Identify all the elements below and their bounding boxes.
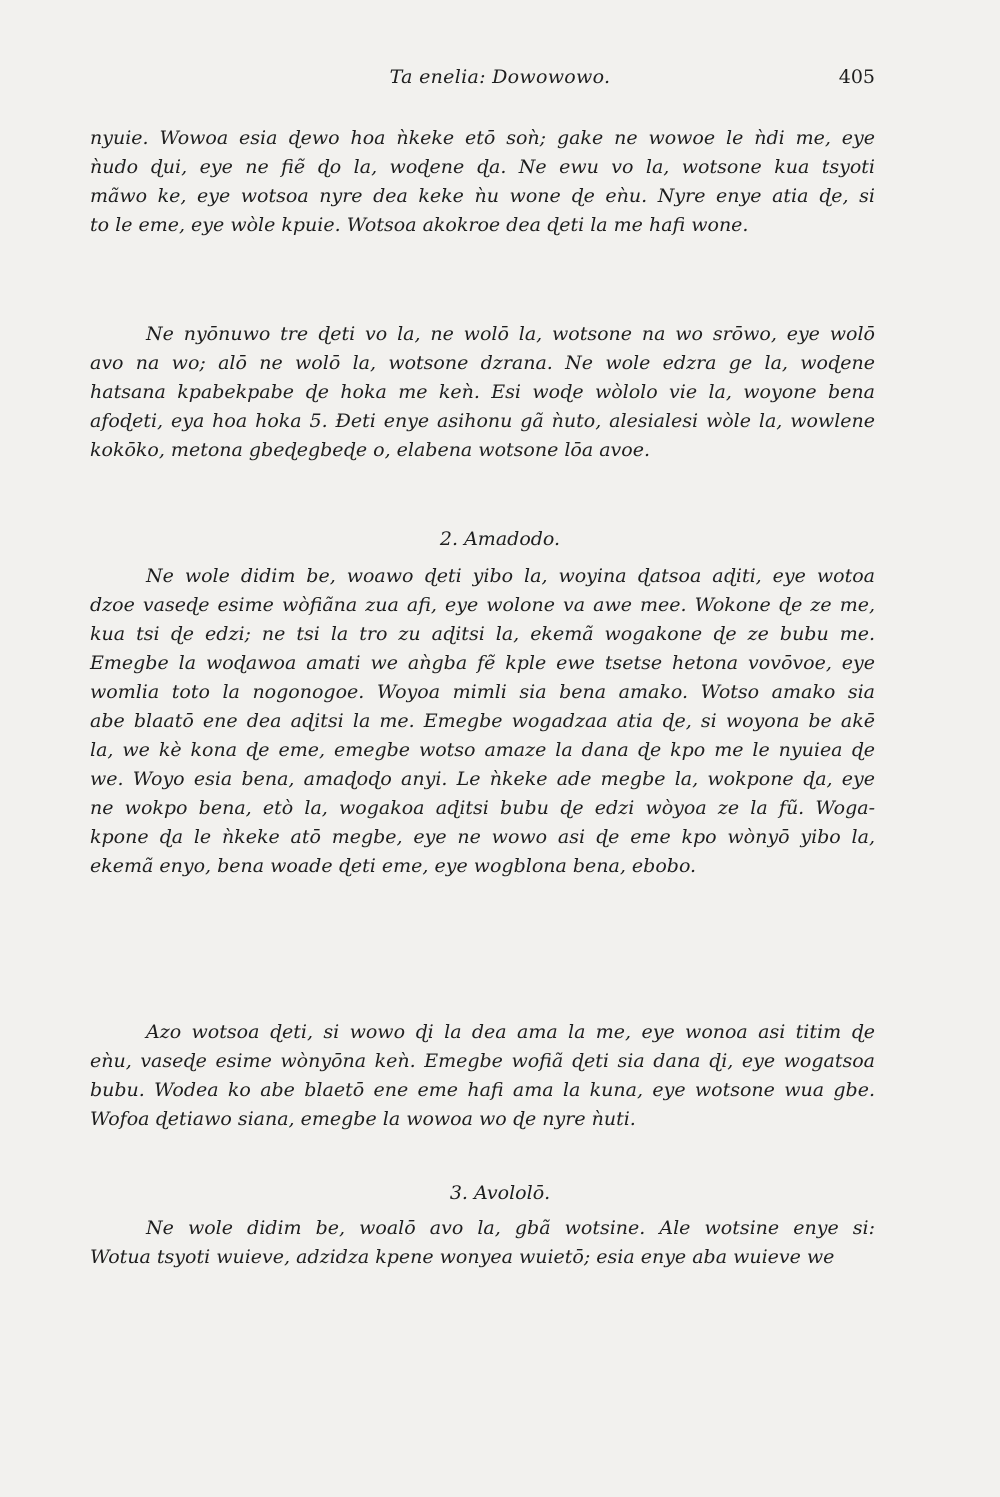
- text-line: kua tsi ɖe edzi; ne tsi la tro zu aɖitsi la, ekemã wogakone ɖe ze bubu me.: [90, 623, 875, 645]
- text-line: kpone ɖa le ǹkeke atō megbe, eye ne wowo asi ɖe eme kpo wònyō yibo la,: [90, 826, 875, 848]
- text-line: to le eme, eye wòle kpuie. Wotsoa akokroe dea ɖeti la me hafi wone.: [90, 214, 749, 236]
- text-line: nyuie. Wowoa esia ɖewo hoa ǹkeke etō soǹ; gake ne wowoe le ǹdi me, eye: [90, 127, 875, 149]
- text-line: hatsana kpabekpabe ɖe hoka me keǹ. Esi woɖe wòlolo vie la, woyone bena: [90, 381, 875, 403]
- section-heading-2: 2. Amadodo.: [439, 528, 561, 550]
- paragraph-3: [90, 562, 875, 881]
- text-line: kokōko, metona gbeɖegbeɖe o, elabena wotsone lōa avoe.: [90, 439, 651, 461]
- text-line: afoɖeti, eya hoa hoka 5. Ɖeti enye asihonu gã ǹuto, alesialesi wòle la, wowlene: [90, 410, 875, 432]
- text-line: eǹu, vaseɖe esime wònyōna keǹ. Emegbe wofiã ɖeti sia dana ɖi, eye wogatsoa: [90, 1050, 875, 1072]
- text-line: Ne wole didim be, woawo ɖeti yibo la, woyina ɖatsoa aɖiti, eye wotoa: [146, 565, 875, 587]
- text-line: abe blaatō ene dea aɖitsi la me. Emegbe wogadzaa atia ɖe, si woyona be akē: [90, 710, 875, 732]
- paragraph-5: [90, 1214, 875, 1272]
- text-line: ne wokpo bena, etò la, wogakoa aɖitsi bubu ɖe edzi wòyoa ze la fũ. Woga-: [90, 797, 875, 819]
- paragraph-4: [90, 1018, 875, 1134]
- text-line: Wotua tsyoti wuieve, adzidza kpene wonyea wuietō; esia enye aba wuieve we: [90, 1246, 835, 1268]
- text-line: Ne nyōnuwo tre ɖeti vo la, ne wolō la, wotsone na wo srōwo, eye wolō: [146, 323, 875, 345]
- text-line: we. Woyo esia bena, amaɖoɖo anyi. Le ǹkeke ade megbe la, wokpone ɖa, eye: [90, 768, 875, 790]
- page-number: 405: [838, 66, 875, 88]
- text-line: Emegbe la woɖawoa amati we aǹgba fẽ kple ewe tsetse hetona vovōvoe, eye: [90, 652, 875, 674]
- text-line: womlia toto la nogonogoe. Woyoa mimli sia bena amako. Wotso amako sia: [90, 681, 875, 703]
- section-heading-3: 3. Avololō.: [449, 1182, 551, 1204]
- text-line: Azo wotsoa ɖeti, si wowo ɖi la dea ama la me, eye wonoa asi titim ɖe: [146, 1021, 875, 1043]
- text-line: Wofoa ɖetiawo siana, emegbe la wowoa wo ɖe nyre ǹuti.: [90, 1108, 636, 1130]
- running-title: Ta enelia: Dowowowo.: [389, 66, 611, 88]
- paragraph-2: [90, 320, 875, 465]
- text-line: ǹudo ɖui, eye ne fiẽ ɖo la, woɖene ɖa. Ne ewu vo la, wotsone kua tsyoti: [90, 156, 875, 178]
- text-line: mãwo ke, eye wotsoa nyre dea keke ǹu wone ɖe eǹu. Nyre enye atia ɖe, si: [90, 185, 875, 207]
- text-line: ekemã enyo, bena woade ɖeti eme, eye wogblona bena, ebobo.: [90, 855, 697, 877]
- text-line: Ne wole didim be, woalō avo la, gbã wotsine. Ale wotsine enye si:: [146, 1217, 875, 1239]
- text-line: la, we kè kona ɖe eme, emegbe wotso amaze la dana ɖe kpo me le nyuiea ɖe: [90, 739, 875, 761]
- paragraph-1: [90, 124, 875, 240]
- text-line: avo na wo; alō ne wolō la, wotsone dzrana. Ne wole edzra ge la, woɖene: [90, 352, 875, 374]
- text-line: dzoe vaseɖe esime wòfiãna zua afi, eye wolone va awe mee. Wokone ɖe ze me,: [90, 594, 875, 616]
- text-line: bubu. Wodea ko abe blaetō ene eme hafi ama la kuna, eye wotsone wua gbe.: [90, 1079, 875, 1101]
